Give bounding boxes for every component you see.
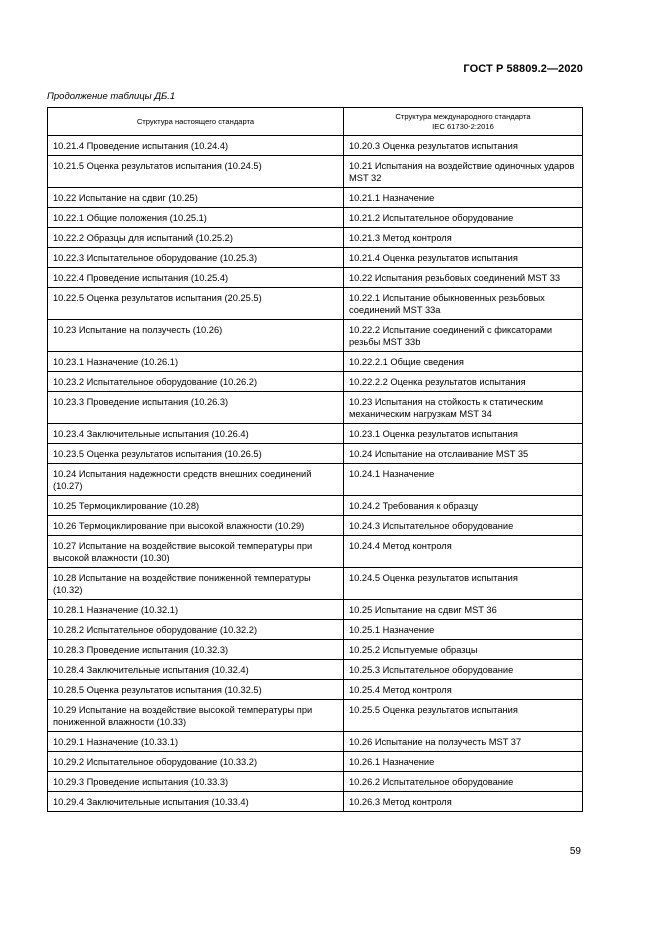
cell-current-standard: 10.22.3 Испытательное оборудование (10.25.3) [48,248,344,268]
table-row [48,208,583,228]
table-body [48,136,583,812]
cell-international-standard: 10.21.1 Назначение [344,188,583,208]
cell-international-standard: 10.20.3 Оценка результатов испытания [344,136,583,156]
table-row [48,496,583,516]
table-row [48,792,583,812]
table-row [48,640,583,660]
cell-international-standard: 10.24 Испытание на отслаивание MST 35 [344,444,583,464]
cell-current-standard: 10.28.2 Испытательное оборудование (10.32.2) [48,620,344,640]
table-row [48,188,583,208]
column-header-international-code: IEC 61730-2:2016 [432,121,494,131]
cell-international-standard: 10.22.2 Испытание соединений с фиксаторами резьбы MST 33b [344,320,583,352]
table-row [48,268,583,288]
cell-international-standard: 10.21 Испытания на воздействие одиночных ударов MST 32 [344,156,583,188]
cell-current-standard: 10.22 Испытание на сдвиг (10.25) [48,188,344,208]
cell-current-standard: 10.25 Термоциклирование (10.28) [48,496,344,516]
table-row [48,136,583,156]
cell-international-standard: 10.24.2 Требования к образцу [344,496,583,516]
cell-current-standard: 10.21.4 Проведение испытания (10.24.4) [48,136,344,156]
cell-current-standard: 10.27 Испытание на воздействие высокой температуры при высокой влажности (10.30) [48,536,344,568]
cell-international-standard: 10.24.3 Испытательное оборудование [344,516,583,536]
cell-international-standard: 10.23.1 Оценка результатов испытания [344,424,583,444]
table-row [48,320,583,352]
table-row [48,424,583,444]
cell-current-standard: 10.28.4 Заключительные испытания (10.32.4) [48,660,344,680]
table-row [48,288,583,320]
table-row [48,536,583,568]
cell-international-standard: 10.25 Испытание на сдвиг MST 36 [344,600,583,620]
cell-international-standard: 10.23 Испытания на стойкость к статическим механическим нагрузкам MST 34 [344,392,583,424]
table-row [48,392,583,424]
column-header-international-standard [344,108,583,136]
cell-current-standard: 10.29 Испытание на воздействие высокой температуры при пониженной влажности (10.33) [48,700,344,732]
cell-international-standard: 10.24.5 Оценка результатов испытания [344,568,583,600]
table-row [48,732,583,752]
cell-current-standard: 10.22.2 Образцы для испытаний (10.25.2) [48,228,344,248]
cell-current-standard: 10.28 Испытание на воздействие пониженной температуры (10.32) [48,568,344,600]
cell-international-standard: 10.21.2 Испытательное оборудование [344,208,583,228]
cell-international-standard: 10.26.2 Испытательное оборудование [344,772,583,792]
table-row [48,700,583,732]
table-row [48,352,583,372]
correspondence-table [47,107,583,812]
page-number: 59 [569,846,581,857]
table-row [48,228,583,248]
cell-international-standard: 10.22.2.2 Оценка результатов испытания [344,372,583,392]
cell-current-standard: 10.23.2 Испытательное оборудование (10.26.2) [48,372,344,392]
cell-current-standard: 10.29.2 Испытательное оборудование (10.33.2) [48,752,344,772]
document-code: ГОСТ Р 58809.2—2020 [463,63,583,75]
cell-current-standard: 10.29.1 Назначение (10.33.1) [48,732,344,752]
cell-international-standard: 10.22 Испытания резьбовых соединений MST 33 [344,268,583,288]
table-row [48,248,583,268]
cell-current-standard: 10.22.5 Оценка результатов испытания (20.25.5) [48,288,344,320]
cell-international-standard: 10.22.1 Испытание обыкновенных резьбовых соединений MST 33a [344,288,583,320]
table-row [48,772,583,792]
table-row [48,620,583,640]
table-caption: Продолжение таблицы ДБ.1 [47,91,176,102]
cell-international-standard: 10.25.3 Испытательное оборудование [344,660,583,680]
cell-international-standard: 10.26.3 Метод контроля [344,792,583,812]
cell-current-standard: 10.26 Термоциклирование при высокой влажности (10.29) [48,516,344,536]
cell-current-standard: 10.21.5 Оценка результатов испытания (10.24.5) [48,156,344,188]
cell-current-standard: 10.28.5 Оценка результатов испытания (10.32.5) [48,680,344,700]
cell-international-standard: 10.25.1 Назначение [344,620,583,640]
cell-current-standard: 10.23 Испытание на ползучесть (10.26) [48,320,344,352]
cell-current-standard: 10.23.3 Проведение испытания (10.26.3) [48,392,344,424]
table-row [48,464,583,496]
cell-current-standard: 10.29.3 Проведение испытания (10.33.3) [48,772,344,792]
column-header-current-standard: Структура настоящего стандарта [48,108,344,136]
cell-current-standard: 10.23.1 Назначение (10.26.1) [48,352,344,372]
table-row [48,516,583,536]
cell-international-standard: 10.21.4 Оценка результатов испытания [344,248,583,268]
cell-international-standard: 10.24.1 Назначение [344,464,583,496]
cell-current-standard: 10.22.4 Проведение испытания (10.25.4) [48,268,344,288]
cell-international-standard: 10.24.4 Метод контроля [344,536,583,568]
column-header-international-title: Структура международного стандарта [395,111,531,121]
cell-international-standard: 10.26 Испытание на ползучесть MST 37 [344,732,583,752]
table-row [48,156,583,188]
cell-current-standard: 10.28.1 Назначение (10.32.1) [48,600,344,620]
cell-current-standard: 10.29.4 Заключительные испытания (10.33.4) [48,792,344,812]
table-row [48,660,583,680]
table-row [48,600,583,620]
cell-international-standard: 10.25.5 Оценка результатов испытания [344,700,583,732]
cell-current-standard: 10.28.3 Проведение испытания (10.32.3) [48,640,344,660]
cell-international-standard: 10.22.2.1 Общие сведения [344,352,583,372]
cell-international-standard: 10.25.4 Метод контроля [344,680,583,700]
table-row [48,568,583,600]
cell-international-standard: 10.21.3 Метод контроля [344,228,583,248]
cell-current-standard: 10.22.1 Общие положения (10.25.1) [48,208,344,228]
table-row [48,680,583,700]
table-row [48,372,583,392]
table-row [48,444,583,464]
cell-current-standard: 10.23.5 Оценка результатов испытания (10.26.5) [48,444,344,464]
cell-current-standard: 10.23.4 Заключительные испытания (10.26.4) [48,424,344,444]
table-row [48,752,583,772]
cell-international-standard: 10.26.1 Назначение [344,752,583,772]
cell-international-standard: 10.25.2 Испытуемые образцы [344,640,583,660]
cell-current-standard: 10.24 Испытания надежности средств внешних соединений (10.27) [48,464,344,496]
table-header-row [48,108,583,136]
